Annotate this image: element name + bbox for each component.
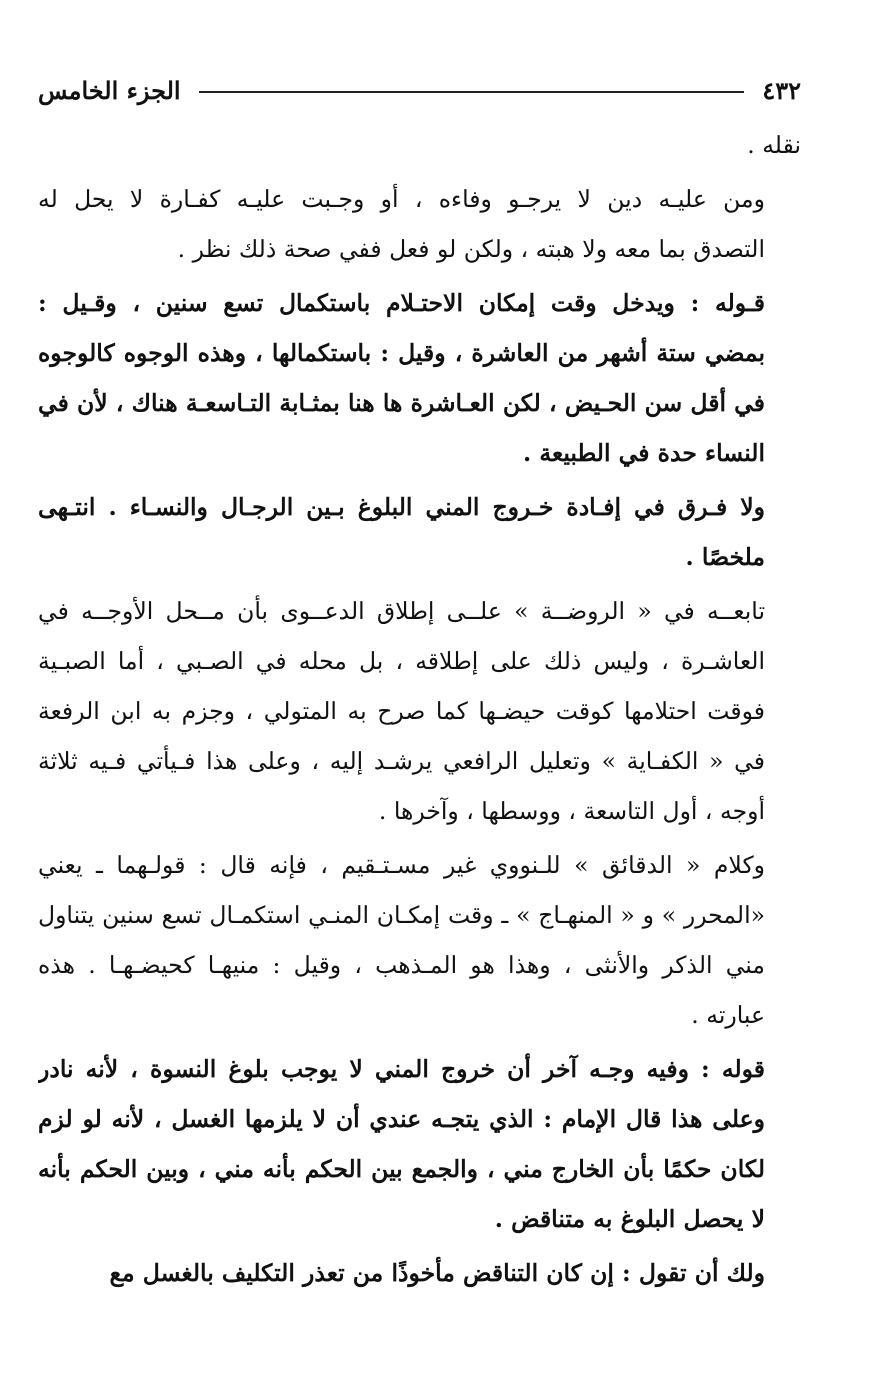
text-line: وعلى هذا قال الإمام : الذي يتجـه عندي أن لا يلزمها الغسل ، لأنه لو لزم	[38, 1105, 765, 1133]
text-line: «المحرر » و « المنهـاج » ـ وقت إمكـان المنـي استكمـال تسع سنين يتناول	[38, 901, 765, 929]
text-line: قـوله : ويدخل وقت إمكان الاحتـلام باستكمال تسع سنين ، وقـيل :	[38, 289, 765, 317]
text-line: مني الذكر والأنثى ، وهذا هو المـذهب ، وقيل : منيهـا كحيضـهـا . هذه	[38, 951, 765, 979]
text-line: نقله .	[747, 131, 801, 159]
paragraph-p6	[38, 1044, 801, 1244]
text-line: في « الكفـاية » وتعليل الرافعي يرشـد إليه ، وعلى هذا فـيأتي فـيه ثلاثة	[38, 747, 765, 775]
text-line: ملخصًا .	[685, 543, 765, 571]
paragraph-p1	[38, 174, 801, 274]
page-body	[38, 120, 801, 1298]
text-line: قوله : وفيه وجـه آخر أن خروج المني لا يوجب بلوغ النسوة ، لأنه نادر	[38, 1055, 765, 1083]
paragraph-p0	[38, 120, 801, 170]
paragraph-p7	[38, 1248, 801, 1298]
text-line: النساء حدة في الطبيعة .	[523, 439, 765, 467]
paragraph-p2	[38, 278, 801, 478]
part-title: الجزء الخامس	[38, 75, 181, 105]
text-line: عبارته .	[691, 1001, 765, 1029]
text-line: أوجه ، أول التاسعة ، ووسطها ، وآخرها .	[378, 797, 765, 825]
paragraph-p3	[38, 482, 801, 582]
text-line: ولك أن تقول : إن كان التناقض مأخوذًا من تعذر التكليف بالغسل مع	[109, 1259, 765, 1287]
paragraph-p4	[38, 586, 801, 836]
text-line: بمضي ستة أشهر من العاشرة ، وقيل : باستكمالها ، وهذه الوجوه كالوجوه	[38, 339, 765, 367]
text-line: في أقل سن الحـيض ، لكن العـاشرة ها هنا بمثـابة التـاسعـة هناك ، لأن في	[38, 389, 765, 417]
text-line: لكان حكمًا بأن الخارج مني ، والجمع بين الحكم بأنه مني ، وبين الحكم بأنه	[38, 1155, 765, 1183]
text-line: العاشـرة ، وليس ذلك على إطلاقه ، بل محله في الصـبي ، أما الصبـية	[38, 647, 765, 675]
running-header	[38, 68, 801, 112]
text-line: ومن عليـه دين لا يرجـو وفاءه ، أو وجـبت عليـه كفـارة لا يحل له	[38, 185, 765, 213]
text-line: لا يحصل البلوغ به متناقض .	[494, 1205, 765, 1233]
text-line: التصدق بما معه ولا هبته ، ولكن لو فعل ففي صحة ذلك نظر .	[177, 235, 765, 263]
book-page	[38, 68, 801, 1300]
text-line: تابعــه في « الروضــة » علــى إطلاق الدعــوى بأن مــحل الأوجــه في	[38, 597, 765, 625]
page-number: ٤٣٢	[762, 75, 801, 105]
text-line: وكلام « الدقائق » للـنووي غير مسـتـقيم ، فإنه قال : قولـهما ـ يعني	[38, 851, 765, 879]
text-line: فوقت احتلامها كوقت حيضـها كما صرح به المتولي ، وجزم به ابن الرفعة	[38, 697, 765, 725]
header-rule	[199, 91, 745, 93]
paragraph-p5	[38, 840, 801, 1040]
text-line: ولا فـرق في إفـادة خـروج المني البلوغ بـين الرجـال والنسـاء . انتـهى	[38, 493, 765, 521]
